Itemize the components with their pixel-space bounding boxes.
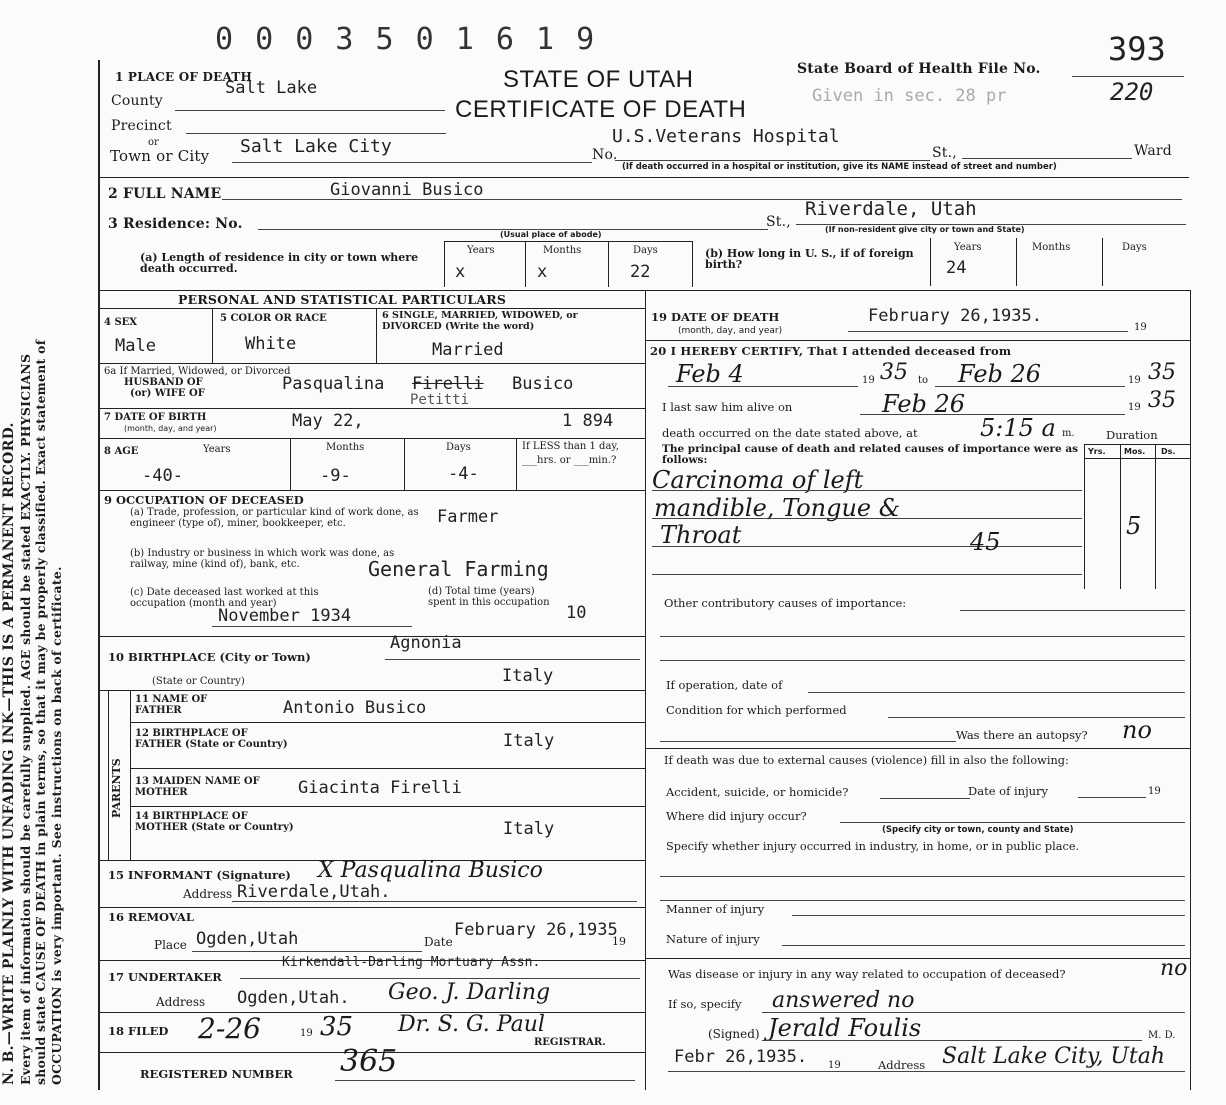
rule-r2: [645, 748, 1190, 749]
board-value: 220: [1110, 78, 1154, 106]
certify-from-year: 35: [880, 360, 908, 385]
dur-mos: Mos.: [1124, 447, 1146, 456]
margin-instructions: [2, 85, 64, 1085]
op-label: If operation, date of: [666, 678, 783, 692]
occ-d-label: (d) Total time (years) spent in this occupation: [428, 586, 550, 608]
occ-label: 9 OCCUPATION OF DECEASED: [104, 493, 304, 507]
occ-d-value: 10: [566, 603, 587, 623]
time-label: death occurred on the date stated above, at: [662, 426, 918, 440]
occ-c-line: [212, 626, 412, 627]
dur-v2: [1120, 444, 1121, 589]
cause-line-3: Throat: [660, 521, 742, 549]
cert-number: 0 0 0 3 5 0 1 6 1 9: [215, 22, 597, 57]
registered-line: [335, 1080, 635, 1081]
cause-rule-3: [652, 546, 1082, 547]
undertaker-signature: Geo. J. Darling: [388, 980, 551, 1005]
contrib-rule-2: [660, 636, 1185, 637]
duration-mos-value: 5: [1126, 512, 1142, 540]
registrar-label: REGISTRAR.: [534, 1037, 606, 1048]
margin-line-1: N. B.—WRITE PLAINLY WITH UNFADING INK—THIS IS A PERMANENT RECORD.: [1, 422, 17, 1085]
death-value: February 26,1935.: [868, 306, 1042, 326]
specify-rule-2: [660, 900, 1185, 901]
md-label: M. D.: [1148, 1030, 1176, 1041]
where-line: [840, 822, 1185, 823]
spouse-struck: Firelli: [412, 374, 484, 394]
contrib-label: Other contributory causes of importance:: [664, 596, 907, 610]
last-saw-value: Feb 26: [882, 390, 966, 418]
informant-signature: X Pasqualina Busico: [318, 858, 543, 883]
removal-label: 16 REMOVAL: [108, 910, 194, 924]
signed-address-label: Address: [878, 1058, 926, 1072]
us-months-label: Months: [1032, 242, 1071, 253]
sex-value: Male: [115, 336, 156, 356]
autopsy-value: no: [1122, 716, 1152, 744]
undertaker-address-label: Address: [156, 995, 206, 1009]
rule-r3: [645, 958, 1190, 959]
certify-to: Feb 26: [958, 360, 1042, 388]
len-v2: [525, 241, 526, 287]
rule-7: [99, 490, 645, 491]
last-saw-label: I last saw him alive on: [662, 400, 793, 414]
marital-label: 6 SINGLE, MARRIED, WIDOWED, or DIVORCED (Write the word): [382, 310, 578, 332]
len-top: [444, 241, 692, 242]
residence-label: 3 Residence: No.: [108, 216, 243, 232]
nonres-note: (If non-resident give city or town and State): [825, 225, 1025, 234]
signed-address: Salt Lake City, Utah: [942, 1044, 1165, 1069]
cause-code: 45: [970, 528, 1001, 556]
color-value: White: [245, 334, 297, 354]
sex-label: 4 SEX: [104, 317, 138, 328]
mother-value: Giacinta Firelli: [298, 778, 462, 798]
spouse-surname: Busico: [512, 374, 574, 394]
parents-side-label: PARENTS: [110, 758, 123, 818]
age-div-2: [404, 438, 405, 490]
place-label: 1 PLACE OF DEATH: [115, 70, 252, 84]
residence-value: Riverdale, Utah: [805, 198, 977, 220]
signed-19: 19: [828, 1060, 841, 1071]
undertaker-value: Kirkendall-Darling Mortuary Assn.: [282, 955, 541, 970]
death-sub: (month, day, and year): [678, 326, 783, 336]
contrib-rule-3: [660, 660, 1185, 661]
st-label: St.,: [932, 145, 957, 161]
undertaker-address: Ogden,Utah.: [237, 988, 350, 1008]
rule-8: [99, 636, 645, 637]
age-days: -4-: [448, 464, 479, 484]
st-line: [962, 158, 1132, 159]
len-days: 22: [630, 262, 651, 282]
frame-middle: [645, 290, 646, 1090]
filed-label: 18 FILED: [108, 1024, 169, 1038]
cause-line-2: mandible, Tongue &: [654, 494, 901, 522]
signed-address-line: [668, 1071, 1185, 1072]
rule-1: [99, 177, 1189, 178]
us-days-label: Days: [1122, 242, 1147, 253]
occ-a-label: (a) Trade, profession, or particular kind of work done, as engineer (type of), miner, bookkeeper, etc.: [130, 507, 419, 529]
rule-12: [130, 806, 645, 807]
contrib-rule-1: [960, 610, 1185, 611]
birthplace-label: 10 BIRTHPLACE (City or Town): [108, 650, 311, 664]
where-label: Where did injury occur?: [666, 809, 807, 823]
mother-label: 13 MAIDEN NAME OF MOTHER: [135, 776, 260, 798]
hospital-note: (If death occurred in a hospital or institution, give its NAME instead of street and number): [622, 162, 1057, 172]
frame-left: [98, 60, 100, 1090]
birthplace-city: Agnonia: [390, 633, 462, 653]
fbirth-value: Italy: [503, 731, 555, 751]
spouse-label-2: HUSBAND OF: [124, 377, 203, 388]
birthplace-state-label: (State or Country): [152, 676, 245, 687]
len-years: x: [455, 262, 466, 282]
state-title: STATE OF UTAH: [503, 66, 694, 93]
age-years: -40-: [142, 466, 183, 486]
certify-to-line: [935, 386, 1125, 387]
fbirth-label: 12 BIRTHPLACE OF FATHER (State or Country): [135, 728, 288, 750]
autopsy-label: Was there an autopsy?: [956, 728, 1088, 742]
certify-from: Feb 4: [676, 360, 744, 388]
certify-from-line: [668, 386, 858, 387]
dur-v3: [1155, 444, 1156, 589]
personal-section-label: PERSONAL AND STATISTICAL PARTICULARS: [178, 292, 507, 307]
cert-title: CERTIFICATE OF DEATH: [455, 96, 747, 123]
last-saw-19: 19: [1128, 402, 1141, 413]
rule-6: [99, 438, 645, 439]
len-months: x: [537, 262, 548, 282]
no-label: No.: [592, 147, 618, 163]
town-line: [232, 162, 592, 163]
occ-c-label: (c) Date deceased last worked at this occupation (month and year): [130, 587, 319, 609]
filed-year: 35: [320, 1012, 354, 1042]
len-days-label: Days: [633, 245, 658, 256]
mbirth-value: Italy: [503, 819, 555, 839]
father-value: Antonio Busico: [283, 698, 427, 718]
signed-date: Febr 26,1935.: [674, 1047, 808, 1067]
cause-rule-2: [652, 518, 1082, 519]
no-value: U.S.Veterans Hospital: [612, 126, 840, 147]
margin-line-4: OCCUPATION is very important. See instructions on back of certificate.: [48, 566, 64, 1085]
certify-to-label: to: [918, 375, 929, 386]
abode-note: (Usual place of abode): [500, 230, 602, 239]
undertaker-line: [240, 978, 640, 979]
age-div-3: [516, 438, 517, 490]
marital-value: Married: [432, 340, 504, 360]
informant-label: 15 INFORMANT (Signature): [108, 868, 291, 882]
parents-div-b: [130, 690, 131, 860]
informant-address-label: Address: [183, 887, 233, 901]
filed-date: 2-26: [198, 1012, 261, 1045]
us-v3: [1102, 238, 1103, 286]
given-label: Given in sec. 28 pr: [812, 86, 1007, 106]
where-note: (Specify city or town, county and State): [882, 825, 1074, 835]
rule-4: [99, 363, 645, 364]
len-v4: [692, 241, 693, 287]
certify-to-year: 35: [1148, 360, 1176, 385]
name-line: [222, 199, 1182, 200]
precinct-line: [186, 133, 446, 134]
rule-2: [99, 290, 1190, 291]
age-label: 8 AGE: [104, 446, 139, 457]
filed-signature: Dr. S. G. Paul: [398, 1012, 545, 1037]
registered-value: 365: [340, 1044, 398, 1079]
color-label: 5 COLOR OR RACE: [220, 313, 327, 324]
sex-div: [212, 308, 213, 363]
spouse-maiden: Petitti: [410, 392, 470, 408]
removal-place: Ogden,Utah: [196, 929, 299, 949]
occ-a-value: Farmer: [437, 507, 499, 527]
duration-label: Duration: [1106, 428, 1158, 442]
less-label: If LESS than 1 day, ___hrs. or ___min.?: [522, 441, 619, 466]
op-line: [808, 692, 1185, 693]
cause-rule-1: [652, 490, 1082, 491]
signed-signature: Jerald Foulis: [768, 1014, 922, 1042]
rule-14: [99, 907, 645, 908]
date-injury-line: [1078, 797, 1146, 798]
name-label: 2 FULL NAME: [108, 186, 222, 202]
removal-date-label: Date: [424, 935, 453, 949]
residence-st-label: St.,: [766, 214, 791, 230]
informant-address: Riverdale,Utah.: [237, 882, 391, 902]
date-injury-19: 19: [1148, 786, 1161, 797]
birthplace-line: [385, 659, 640, 660]
occ-c-value: November 1934: [218, 606, 352, 626]
date-injury-label: Date of injury: [968, 784, 1049, 798]
specify-label: Specify whether injury occurred in industry, in home, or in public place.: [666, 840, 1080, 853]
death-line: [848, 331, 1128, 332]
removal-place-label: Place: [154, 938, 187, 952]
board-label: State Board of Health File No.: [797, 61, 1041, 77]
len-v3: [608, 241, 609, 287]
color-div: [376, 308, 377, 363]
dur-ds: Ds.: [1161, 447, 1176, 456]
frame-right: [1190, 290, 1191, 1090]
margin-line-2: Every item of information should be carefully supplied. AGE should be stated EXACTLY. PHYSICIANS: [17, 353, 33, 1085]
dob-year: 1 894: [562, 411, 614, 431]
us-years: 24: [946, 258, 967, 278]
certify-to-19: 19: [1128, 375, 1141, 386]
us-years-label: Years: [954, 242, 982, 253]
cause-rule-4: [652, 574, 1082, 575]
file-number: 393: [1108, 30, 1166, 68]
spouse-value: Pasqualina: [282, 374, 385, 394]
removal-place-line: [192, 951, 422, 952]
certify-label: 20 I HEREBY CERTIFY, That I attended deceased from: [650, 344, 1012, 358]
town-value: Salt Lake City: [240, 136, 392, 157]
dob-sub: (month, day, and year): [124, 424, 217, 433]
age-months-label: Months: [326, 442, 365, 453]
autopsy-pre-line: [660, 741, 956, 742]
rule-10: [130, 722, 645, 723]
accident-line: [880, 798, 970, 799]
len-years-label: Years: [467, 245, 495, 256]
us-v2: [1016, 238, 1017, 286]
dob-value: May 22,: [292, 411, 364, 431]
name-value: Giovanni Busico: [330, 180, 484, 200]
accident-label: Accident, suicide, or homicide?: [666, 785, 849, 799]
nature-label: Nature of injury: [666, 932, 760, 946]
dob-label: 7 DATE OF BIRTH: [104, 412, 207, 423]
removal-19: 19: [612, 935, 626, 948]
rule-16: [99, 1012, 645, 1013]
margin-line-3: should state CAUSE OF DEATH in plain terms, so that it may be properly classified. Exact statement of: [33, 339, 48, 1085]
precinct-label: Precinct: [111, 118, 172, 134]
rule-5: [99, 408, 645, 409]
county-line: [175, 110, 445, 111]
time-value: 5:15 a: [980, 414, 1056, 442]
no-line: [615, 160, 930, 161]
ifso-value: answered no: [772, 988, 915, 1013]
manner-line: [792, 915, 1185, 916]
rule-r1: [645, 340, 1190, 341]
rule-9: [99, 690, 645, 691]
cause-label: The principal cause of death and related causes of importance were as follows:: [662, 443, 1079, 466]
registered-label: REGISTERED NUMBER: [140, 1067, 293, 1081]
age-months: -9-: [320, 466, 351, 486]
len-v1: [444, 241, 445, 287]
age-days-label: Days: [446, 442, 471, 453]
last-saw-year: 35: [1148, 388, 1176, 413]
cause-line-1: Carcinoma of left: [652, 466, 864, 494]
town-label: Town or City: [110, 147, 210, 165]
nature-line: [782, 945, 1185, 946]
rule-3: [99, 308, 645, 309]
manner-label: Manner of injury: [666, 902, 765, 916]
occ-related-value: no: [1160, 956, 1188, 981]
cond-label: Condition for which performed: [666, 703, 847, 717]
death-19: 19: [1134, 322, 1147, 333]
certify-from-19: 19: [862, 375, 875, 386]
board-line: [1072, 76, 1184, 77]
time-m-label: m.: [1062, 428, 1075, 439]
occ-b-label: (b) Industry or business in which work was done, as railway, mine (kind of), bank, etc.: [130, 548, 395, 570]
signed-line: [762, 1040, 1142, 1041]
signed-label: (Signed): [708, 1027, 760, 1041]
or-label: or: [148, 137, 159, 148]
us-v1: [930, 238, 931, 286]
occ-related-label: Was disease or injury in any way related to occupation of deceased?: [668, 967, 1066, 981]
age-div-1: [290, 438, 291, 490]
dur-top: [1084, 444, 1190, 445]
ifso-label: If so, specify: [668, 997, 742, 1011]
spouse-label-3: (or) WIFE OF: [130, 388, 205, 399]
ward-label: Ward: [1134, 143, 1172, 159]
specify-rule-1: [660, 876, 1185, 877]
dur-hdr: [1084, 458, 1190, 459]
parents-div-a: [108, 690, 109, 860]
spouse-label-1: 6a If Married, Widowed, or Divorced: [104, 366, 291, 377]
external-intro: If death was due to external causes (violence) fill in also the following:: [664, 754, 1069, 767]
informant-line: [232, 901, 637, 902]
occ-b-value: General Farming: [368, 557, 549, 581]
county-label: County: [111, 93, 163, 109]
death-label: 19 DATE OF DEATH: [651, 310, 780, 324]
dur-v1: [1084, 444, 1085, 589]
len-months-label: Months: [543, 245, 582, 256]
undertaker-label: 17 UNDERTAKER: [108, 970, 222, 984]
ifso-line: [762, 1012, 1185, 1013]
removal-date: February 26,1935: [454, 920, 618, 940]
father-label: 11 NAME OF FATHER: [135, 694, 208, 716]
age-years-label: Years: [203, 444, 231, 455]
county-value: Salt Lake: [225, 78, 318, 98]
us-label: (b) How long in U. S., if of foreign birth?: [705, 247, 914, 271]
mbirth-label: 14 BIRTHPLACE OF MOTHER (State or Country): [135, 811, 294, 833]
dur-yrs: Yrs.: [1088, 447, 1106, 456]
filed-year-prefix: 19: [300, 1028, 313, 1039]
birthplace-country: Italy: [502, 666, 554, 686]
length-label: (a) Length of residence in city or town where death occurred.: [140, 251, 419, 275]
rule-11: [130, 768, 645, 769]
